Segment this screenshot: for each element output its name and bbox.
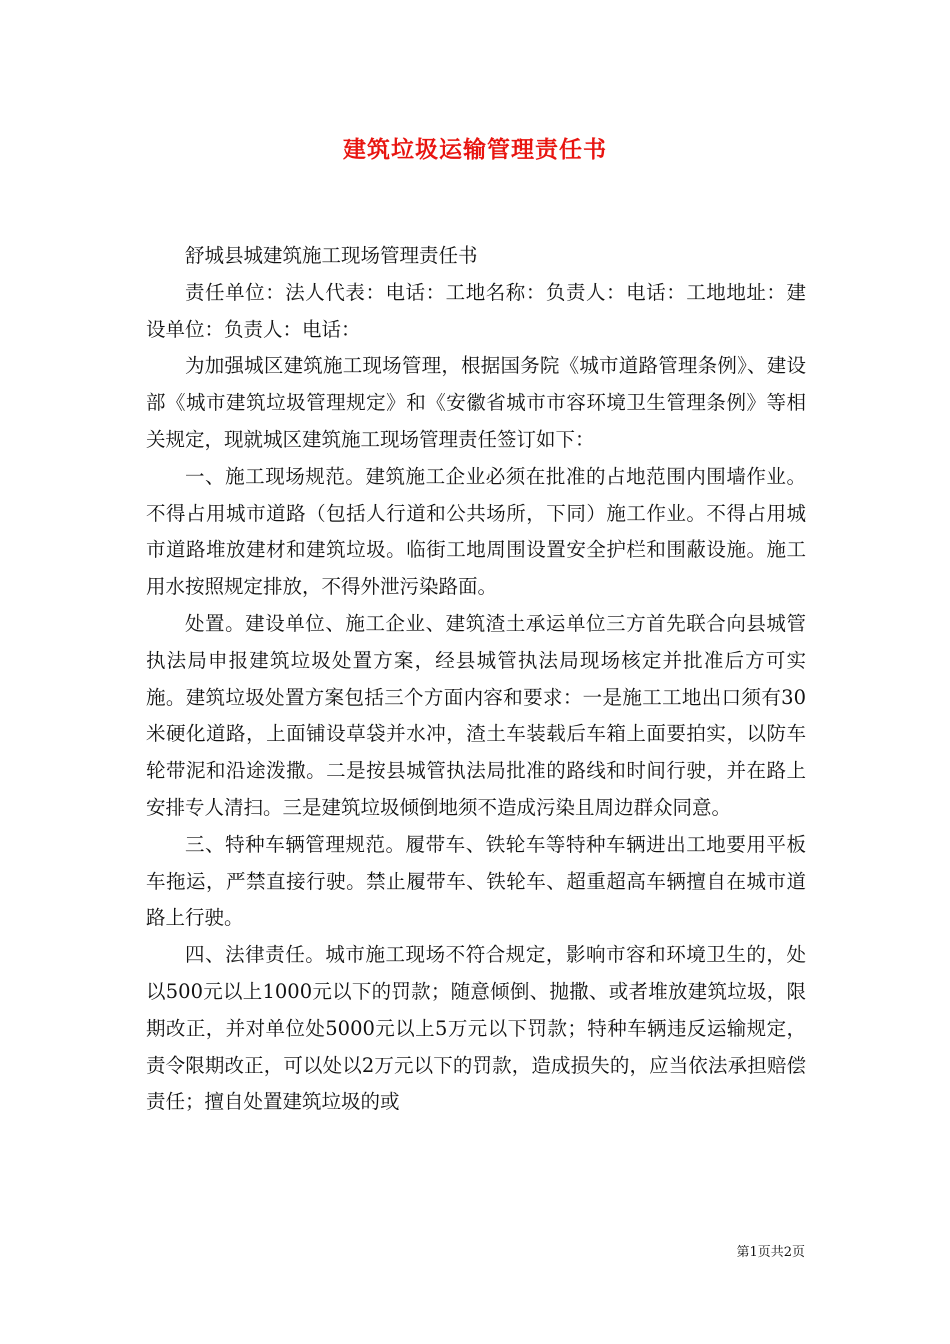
page-number: 第1页共2页 <box>736 1245 805 1260</box>
paragraph-disposal: 处置。建设单位、施工企业、建筑渣土承运单位三方首先联合向县城管执法局申报建筑垃圾处置方案，经县城管执法局现场核定并批准后方可实施。建筑垃圾处置方案包括三个方面内容和要求：一是施工工地出口须有30米硬化道路，上面铺设草袋并水冲，渣土车装载后车箱上面要拍实，以防车轮带泥和沿途泼撒。二是按县城管执法局批准的路线和时间行驶，并在路上安排专人清扫。三是建筑垃圾倾倒地须不造成污染且周边群众同意。 <box>146 611 806 819</box>
paragraph-special-vehicles: 三、特种车辆管理规范。履带车、铁轮车等特种车辆进出工地要用平板车拖运，严禁直接行驶。禁止履带车、铁轮车、超重超高车辆擅自在城市道路上行驶。 <box>146 832 806 930</box>
paragraph-site-rules: 一、施工现场规范。建筑施工企业必须在批准的占地范围内围墙作业。不得占用城市道路（包括人行道和公共场所，下同）施工作业。不得占用城市道路堆放建材和建筑垃圾。临街工地周围设置安全护栏和围蔽设施。施工用水按照规定排放，不得外泄污染路面。 <box>146 464 806 599</box>
paragraph-legal-liability: 四、法律责任。城市施工现场不符合规定，影响市容和环境卫生的，处以500元以上1000元以下的罚款；随意倾倒、抛撒、或者堆放建筑垃圾，限期改正，并对单位处5000元以上5万元以下罚款；特种车辆违反运输规定，责令限期改正，可以处以2万元以下的罚款，造成损失的，应当依法承担赔偿责任；擅自处置建筑垃圾的或 <box>146 943 806 1114</box>
document-title: 建筑垃圾运输管理责任书 <box>343 136 607 163</box>
paragraph-responsible-parties: 责任单位：法人代表：电话：工地名称：负责人：电话：工地地址：建设单位：负责人：电话： <box>146 280 806 341</box>
paragraph-heading: 舒城县城建筑施工现场管理责任书 <box>185 244 478 267</box>
document-body <box>146 238 806 1121</box>
paragraph-intro: 为加强城区建筑施工现场管理，根据国务院《城市道路管理条例》、建设部《城市建筑垃圾管理规定》和《安徽省城市市容环境卫生管理条例》等相关规定，现就城区建筑施工现场管理责任签订如下： <box>146 354 806 451</box>
